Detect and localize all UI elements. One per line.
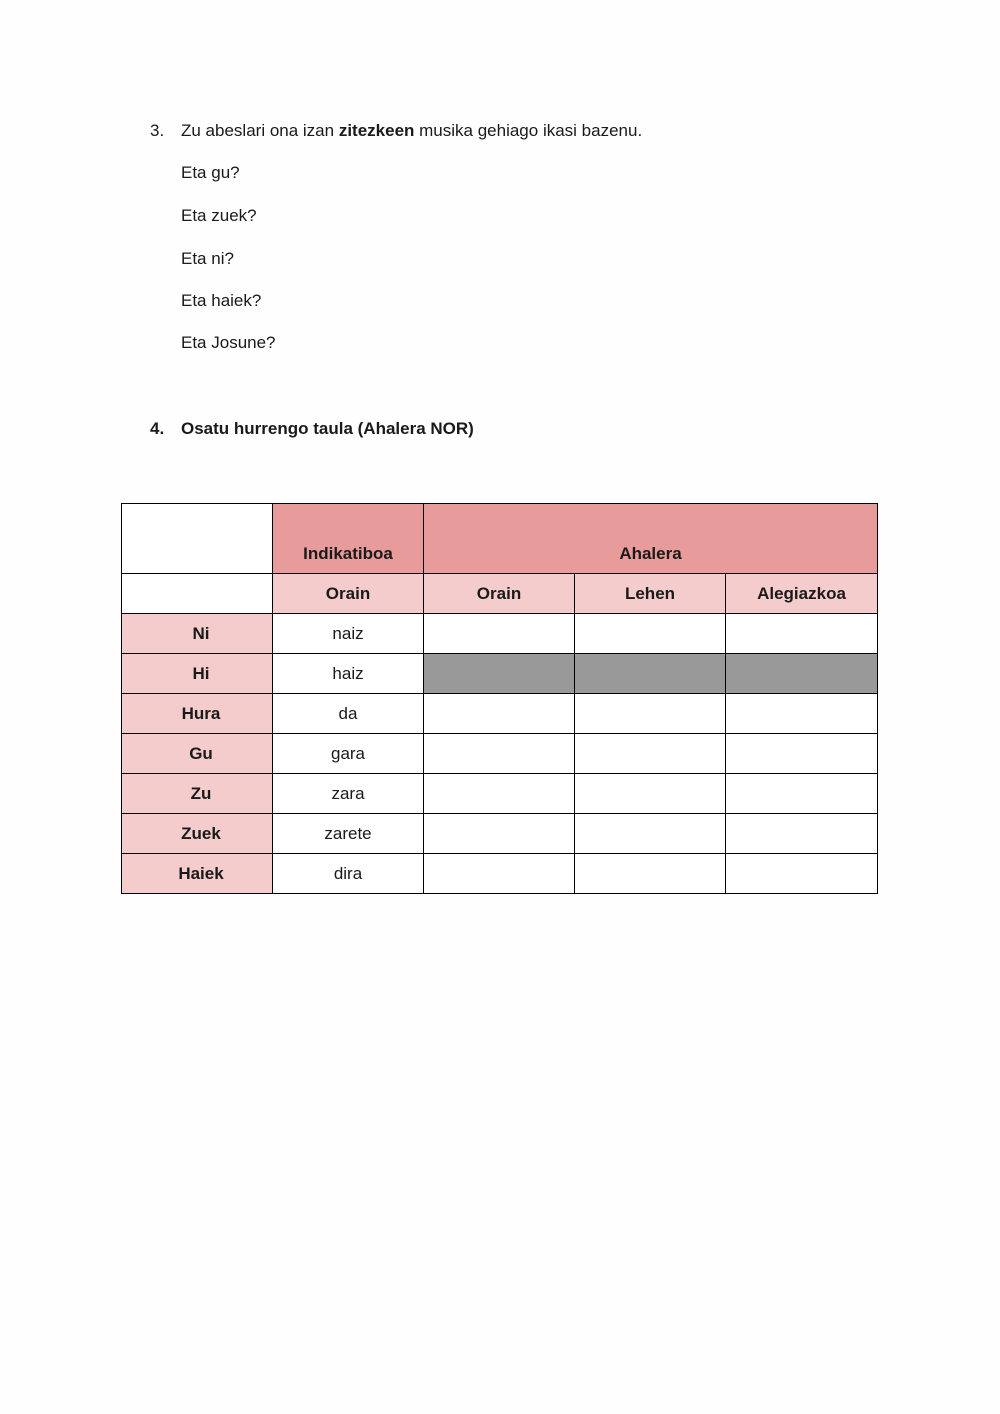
answer-ni-orain[interactable] bbox=[424, 614, 575, 654]
table-row-haiek bbox=[122, 854, 878, 894]
question-3-number: 3. bbox=[150, 121, 165, 140]
answer-ni-lehen[interactable] bbox=[575, 614, 726, 654]
question-3 bbox=[150, 120, 910, 142]
indikatiboa-hura: da bbox=[273, 694, 424, 734]
row-label-zu: Zu bbox=[122, 774, 273, 814]
indikatiboa-hi: haiz bbox=[273, 654, 424, 694]
question-3-bold-verb: zitezkeen bbox=[338, 121, 415, 140]
indikatiboa-haiek: dira bbox=[273, 854, 424, 894]
row-label-zuek: Zuek bbox=[122, 814, 273, 854]
answer-zu-lehen[interactable] bbox=[575, 774, 726, 814]
answer-haiek-lehen[interactable] bbox=[575, 854, 726, 894]
answer-zuek-lehen[interactable] bbox=[575, 814, 726, 854]
question-4-number: 4. bbox=[150, 419, 165, 438]
row-label-ni: Ni bbox=[122, 614, 273, 654]
row-label-haiek: Haiek bbox=[122, 854, 273, 894]
row-label-hi: Hi bbox=[122, 654, 273, 694]
answer-gu-lehen[interactable] bbox=[575, 734, 726, 774]
indikatiboa-ni: naiz bbox=[273, 614, 424, 654]
answer-haiek-orain[interactable] bbox=[424, 854, 575, 894]
row-label-gu: Gu bbox=[122, 734, 273, 774]
subheader-ahalera-lehen: Lehen bbox=[575, 574, 726, 614]
disabled-hi-lehen bbox=[575, 654, 726, 694]
table-row-ni bbox=[122, 614, 878, 654]
indikatiboa-zuek: zarete bbox=[273, 814, 424, 854]
answer-zu-orain[interactable] bbox=[424, 774, 575, 814]
disabled-hi-orain bbox=[424, 654, 575, 694]
answer-haiek-alegiazkoa[interactable] bbox=[726, 854, 878, 894]
answer-zu-alegiazkoa[interactable] bbox=[726, 774, 878, 814]
question-4 bbox=[150, 418, 474, 440]
question-4-text: Osatu hurrengo taula (Ahalera NOR) bbox=[181, 419, 474, 438]
answer-zuek-orain[interactable] bbox=[424, 814, 575, 854]
answer-gu-orain[interactable] bbox=[424, 734, 575, 774]
indikatiboa-gu: gara bbox=[273, 734, 424, 774]
header-ahalera: Ahalera bbox=[424, 504, 878, 574]
answer-hura-lehen[interactable] bbox=[575, 694, 726, 734]
prompt-zuek: Eta zuek? bbox=[181, 206, 257, 225]
subheader-ahalera-orain: Orain bbox=[424, 574, 575, 614]
answer-zuek-alegiazkoa[interactable] bbox=[726, 814, 878, 854]
disabled-hi-alegiazkoa bbox=[726, 654, 878, 694]
subheader-ahalera-alegiazkoa: Alegiazkoa bbox=[726, 574, 878, 614]
prompt-haiek: Eta haiek? bbox=[181, 291, 262, 310]
question-3-text-after: musika gehiago ikasi bazenu. bbox=[414, 121, 643, 140]
subheader-indikatiboa-orain: Orain bbox=[273, 574, 424, 614]
question-3-text-before: Zu abeslari ona izan bbox=[181, 121, 339, 140]
answer-hura-orain[interactable] bbox=[424, 694, 575, 734]
table-row-hi bbox=[122, 654, 878, 694]
indikatiboa-zu: zara bbox=[273, 774, 424, 814]
table-row-zuek bbox=[122, 814, 878, 854]
prompt-ni: Eta ni? bbox=[181, 249, 234, 268]
table-subheader-row bbox=[122, 574, 878, 614]
answer-gu-alegiazkoa[interactable] bbox=[726, 734, 878, 774]
prompt-josune: Eta Josune? bbox=[181, 333, 276, 352]
corner-cell bbox=[122, 504, 273, 574]
header-indikatiboa: Indikatiboa bbox=[273, 504, 424, 574]
table-row-zu bbox=[122, 774, 878, 814]
answer-hura-alegiazkoa[interactable] bbox=[726, 694, 878, 734]
table-row-hura bbox=[122, 694, 878, 734]
question-3-sentence bbox=[181, 120, 642, 142]
table-row-gu bbox=[122, 734, 878, 774]
conjugation-table bbox=[121, 503, 878, 894]
subheader-corner-cell bbox=[122, 574, 273, 614]
row-label-hura: Hura bbox=[122, 694, 273, 734]
prompt-gu: Eta gu? bbox=[181, 163, 240, 182]
answer-ni-alegiazkoa[interactable] bbox=[726, 614, 878, 654]
table-header-row bbox=[122, 504, 878, 574]
